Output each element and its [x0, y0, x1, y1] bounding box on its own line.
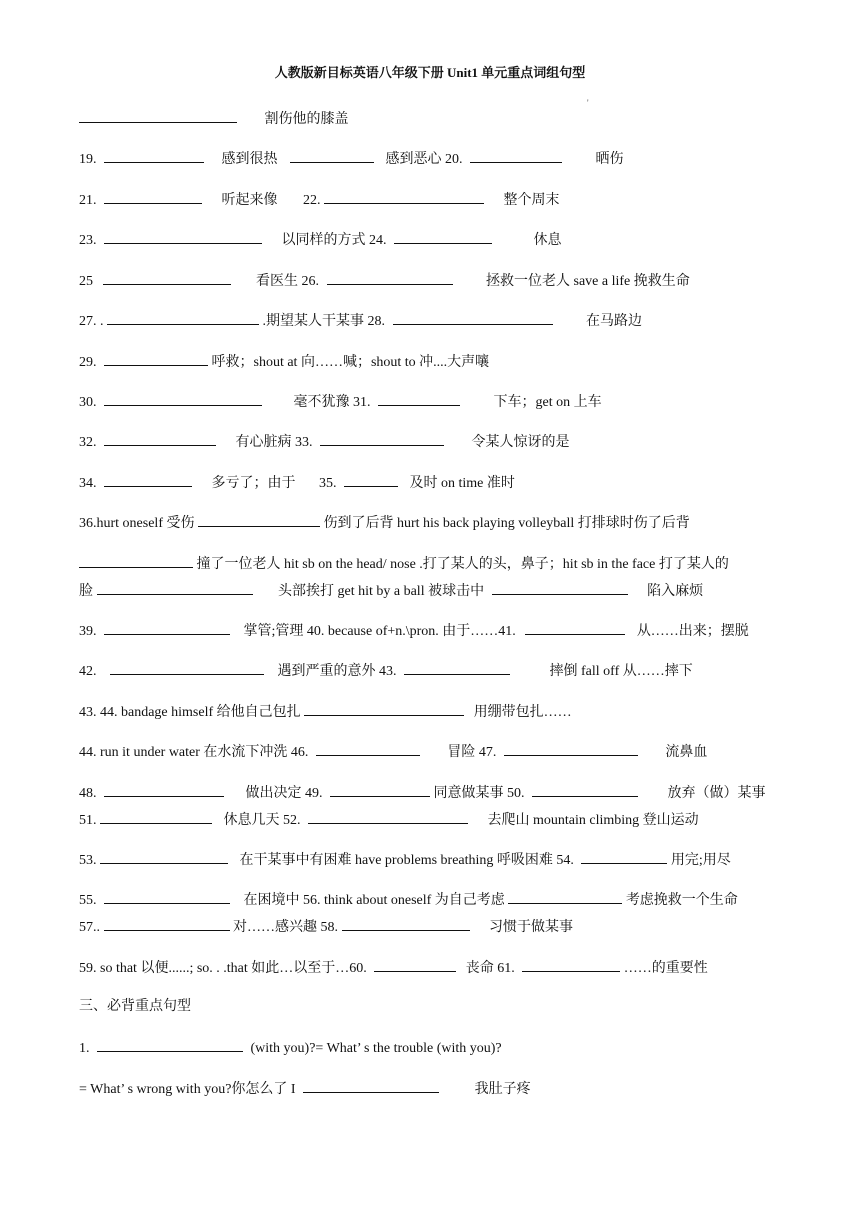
line-text: 晒伤 [595, 152, 624, 167]
phrase-line [79, 661, 784, 681]
line-text: 听起来像 [221, 193, 278, 208]
answer-blank[interactable] [374, 958, 456, 972]
line-text: 流鼻血 [665, 745, 708, 760]
answer-blank[interactable] [104, 392, 262, 406]
stray-mark: ' [587, 98, 589, 108]
answer-blank[interactable] [97, 1038, 243, 1052]
phrase-line [79, 473, 784, 493]
item-number: 29. [79, 355, 97, 370]
answer-blank[interactable] [308, 810, 468, 824]
line-text: 令某人惊讶的是 [471, 435, 570, 450]
line-text: 呼救；shout at 向……喊；shout to 冲....大声嚷 [211, 355, 490, 370]
answer-blank[interactable] [97, 581, 253, 595]
line-text: 陷入麻烦 [647, 584, 704, 599]
phrase-line [79, 621, 784, 641]
line-text: 在干某事中有困难 have problems breathing 呼吸困难 54. [239, 853, 574, 868]
item-number: 57.. [79, 920, 100, 935]
line-text: 从……出来；摆脱 [636, 624, 749, 639]
answer-blank[interactable] [330, 783, 430, 797]
item-number: 21. [79, 193, 97, 208]
item-number: 34. [79, 476, 97, 491]
answer-blank[interactable] [79, 109, 237, 123]
answer-blank[interactable] [522, 958, 620, 972]
item-number: 51. [79, 813, 97, 828]
answer-blank[interactable] [303, 1079, 439, 1093]
answer-blank[interactable] [327, 271, 453, 285]
line-text: = What’ s wrong with you?你怎么了 I [79, 1082, 296, 1097]
sentence-line [79, 1038, 784, 1058]
item-number: 55. [79, 893, 97, 908]
answer-blank[interactable] [198, 513, 320, 527]
item-number: 35. [319, 476, 337, 491]
line-text: 有心脏病 33. [235, 435, 313, 450]
line-text: 感到很热 [221, 152, 278, 167]
line-text: 感到恶心 20. [385, 152, 463, 167]
line-text: 及时 on time 准时 [409, 476, 515, 491]
answer-blank[interactable] [104, 783, 224, 797]
line-text: 头部挨打 get hit by a ball 被球击中 [278, 584, 485, 599]
line-text: 拯救一位老人 save a life 挽救生命 [486, 274, 690, 289]
line-text: 休息几天 52. [223, 813, 301, 828]
item-number: 23. [79, 233, 97, 248]
phrase-line [79, 432, 784, 452]
item-number: 1. [79, 1041, 90, 1056]
line-text: 毫不犹豫 31. [293, 395, 371, 410]
phrase-line [79, 917, 784, 937]
line-text: 考虑挽救一个生命 [625, 893, 738, 908]
line-text: 摔倒 fall off 从……摔下 [549, 664, 693, 679]
answer-blank[interactable] [394, 230, 492, 244]
answer-blank[interactable] [104, 917, 230, 931]
answer-blank[interactable] [103, 271, 231, 285]
answer-blank[interactable] [393, 311, 553, 325]
line-text: 对……感兴趣 58. [233, 920, 338, 935]
line-text: 脸 [79, 584, 93, 599]
answer-blank[interactable] [100, 810, 212, 824]
line-text: 放弃（做）某事 [667, 786, 766, 801]
answer-blank[interactable] [100, 850, 228, 864]
phrase-line [79, 311, 784, 331]
answer-blank[interactable] [525, 621, 625, 635]
item-number: 53. [79, 853, 97, 868]
phrase-line [79, 109, 784, 129]
line-text: 用绷带包扎…… [473, 705, 572, 720]
answer-blank[interactable] [508, 890, 622, 904]
line-text: 下车；get on 上车 [493, 395, 602, 410]
line-text: 44. run it under water 在水流下冲洗 46. [79, 745, 309, 760]
item-number: 32. [79, 435, 97, 450]
answer-blank[interactable] [304, 702, 464, 716]
phrase-line [79, 392, 784, 412]
line-text: 遇到严重的意外 43. [277, 664, 397, 679]
line-text: 丧命 61. [465, 961, 515, 976]
phrase-line [79, 702, 784, 722]
answer-blank[interactable] [104, 432, 216, 446]
line-text: 掌管;管理 40. because of+n.\pron. 由于……41. [243, 624, 516, 639]
line-text: 59. so that 以便......; so. . .that 如此…以至于…60. [79, 961, 367, 976]
line-text: 伤到了后背 hurt his back playing volleyball 打排球时伤了后背 [323, 516, 690, 531]
phrase-line [79, 554, 784, 574]
answer-blank[interactable] [320, 432, 444, 446]
phrase-line [79, 352, 784, 372]
line-text: 以同样的方式 24. [281, 233, 387, 248]
line-text: 冒险 47. [447, 745, 497, 760]
phrase-line [79, 742, 784, 762]
phrase-line [79, 230, 784, 250]
answer-blank[interactable] [79, 554, 193, 568]
section-heading: 三、必背重点句型 [79, 999, 191, 1014]
line-text: 在马路边 [586, 314, 642, 329]
phrase-line [79, 581, 784, 601]
line-text: 同意做某事 50. [433, 786, 525, 801]
line-text: (with you)?= What’ s the trouble (with you)? [250, 1041, 502, 1056]
answer-blank[interactable] [378, 392, 460, 406]
answer-blank[interactable] [104, 230, 262, 244]
item-number: 19. [79, 152, 97, 167]
phrase-line [79, 513, 784, 533]
line-text: 看医生 26. [256, 274, 319, 289]
phrase-line [79, 810, 784, 830]
answer-blank[interactable] [324, 190, 484, 204]
answer-blank[interactable] [532, 783, 638, 797]
item-number: 39. [79, 624, 97, 639]
answer-blank[interactable] [492, 581, 628, 595]
answer-blank[interactable] [104, 890, 230, 904]
item-number: 22. [303, 193, 321, 208]
phrase-line [79, 190, 784, 210]
item-number: 30. [79, 395, 97, 410]
answer-blank[interactable] [104, 149, 204, 163]
line-text: .期望某人干某事 28. [262, 314, 385, 329]
answer-blank[interactable] [107, 311, 259, 325]
phrase-line [79, 850, 784, 870]
answer-blank[interactable] [316, 742, 420, 756]
answer-blank[interactable] [504, 742, 638, 756]
phrase-line [79, 783, 784, 803]
answer-blank[interactable] [104, 473, 192, 487]
answer-blank[interactable] [342, 917, 470, 931]
line-text: 撞了一位老人 hit sb on the head/ nose .打了某人的头，鼻子；hit sb in the face 打了某人的 [196, 557, 729, 572]
line-text: 去爬山 mountain climbing 登山运动 [487, 813, 699, 828]
line-text: ……的重要性 [623, 961, 708, 976]
line-text: 多亏了；由于 [211, 476, 296, 491]
line-text: 整个周末 [503, 193, 560, 208]
document-title: 人教版新目标英语八年级下册 Unit1 单元重点词组句型 [274, 65, 586, 80]
line-text: 43. 44. bandage himself 给他自己包扎 [79, 705, 301, 720]
line-text: 割伤他的膝盖 [264, 112, 349, 127]
line-text: 在困境中 56. think about oneself 为自己考虑 [243, 893, 505, 908]
line-text: 我肚子疼 [474, 1082, 531, 1097]
line-text: 36.hurt oneself 受伤 [79, 516, 195, 531]
line-text: 用完;用尽 [670, 853, 731, 868]
item-number: 27. . [79, 314, 104, 329]
phrase-line [79, 149, 784, 169]
answer-blank[interactable] [344, 473, 398, 487]
phrase-line [79, 271, 784, 291]
answer-blank[interactable] [404, 661, 510, 675]
item-number: 25 [79, 274, 93, 289]
line-text: 做出决定 49. [245, 786, 323, 801]
answer-blank[interactable] [104, 190, 202, 204]
answer-blank[interactable] [104, 352, 208, 366]
phrase-line [79, 958, 784, 978]
item-number: 48. [79, 786, 97, 801]
answer-blank[interactable] [290, 149, 374, 163]
answer-blank[interactable] [110, 661, 264, 675]
sentence-line [79, 1079, 784, 1099]
answer-blank[interactable] [104, 621, 230, 635]
phrase-line [79, 890, 784, 910]
line-text: 休息 [533, 233, 562, 248]
answer-blank[interactable] [470, 149, 562, 163]
line-text: 习惯于做某事 [489, 920, 573, 935]
item-number: 42. [79, 664, 97, 679]
answer-blank[interactable] [581, 850, 667, 864]
